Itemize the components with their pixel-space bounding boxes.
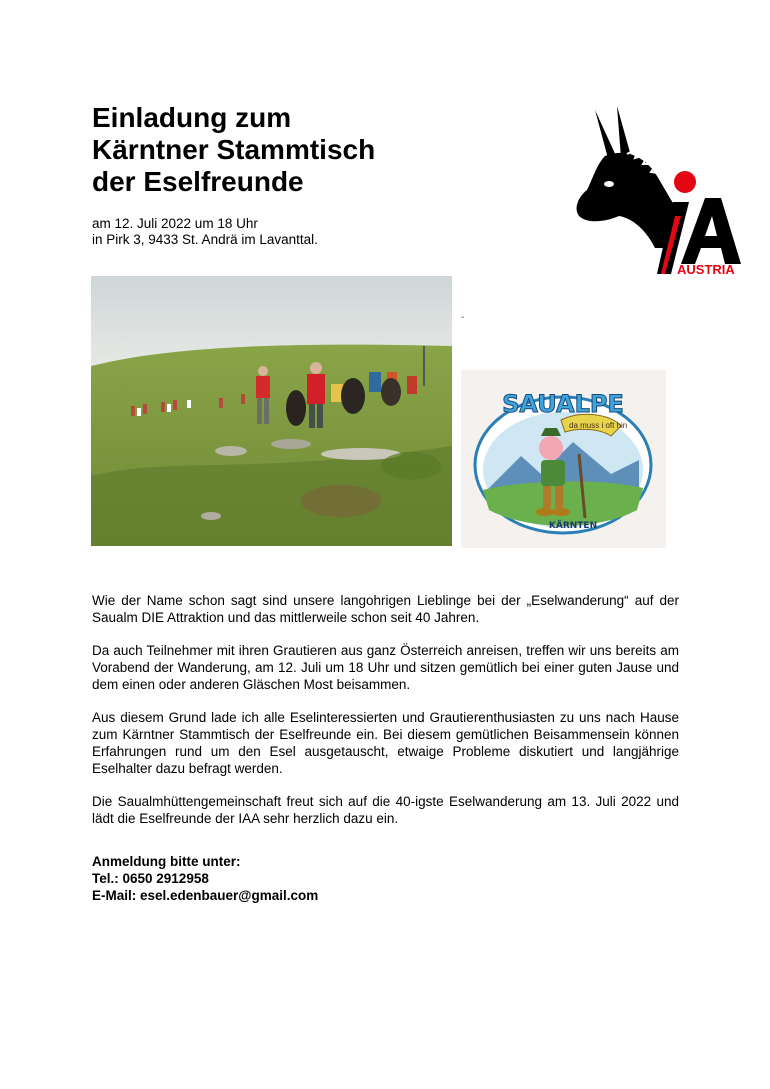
paragraph-1: Wie der Name schon sagt sind unsere langohrigen Lieblinge bei der „Eselwanderung“ auf der Saualm DIE Attraktion und das mittlerweile schon seit 40 Jahren. — [92, 593, 679, 625]
sticker-banner-text: da muss i oft hin — [569, 421, 628, 430]
page-title — [92, 102, 512, 198]
contact-email[interactable]: E-Mail: esel.edenbauer@gmail.com — [92, 888, 319, 903]
paragraph-4: Die Saualmhüttengemeinschaft freut sich auf die 40-igste Eselwanderung am 13. Juli 2022 und lädt die Eselfreunde der IAA sehr herzlich dazu ein. — [92, 794, 679, 826]
contact-heading: Anmeldung bitte unter: — [92, 854, 241, 869]
title-line-1: Einladung zum — [92, 102, 292, 133]
saualpe-sticker — [461, 370, 666, 548]
contact-phone: Tel.: 0650 2912958 — [92, 871, 209, 886]
event-date: am 12. Juli 2022 um 18 Uhr — [92, 216, 258, 231]
iaa-austria-logo — [565, 98, 745, 288]
logo-brand-text: AUSTRIA — [677, 262, 735, 277]
paragraph-3: Aus diesem Grund lade ich alle Eselinteressierten und Grautierenthusiasten zu uns nach Hause zum Kärntner Stammtisch der Eselfreunde ein. Bei diesem gemütlichen Beisammensein können Erfahrungen rund um den Esel ausgetauscht, etwaige Probleme diskutiert und langjährige Eselhalter dazu befragt werden. — [92, 710, 679, 776]
red-dot — [674, 171, 696, 193]
hiking-photo — [91, 276, 452, 546]
sticker-bottom-text: KÄRNTEN — [548, 521, 598, 531]
event-location: in Pirk 3, 9433 St. Andrä im Lavanttal. — [92, 232, 318, 247]
contact-block — [92, 853, 318, 904]
title-line-3: der Eselfreunde — [92, 166, 304, 197]
separator-mark: - — [461, 312, 465, 323]
event-details — [92, 216, 318, 248]
donkey-head-icon — [577, 106, 677, 248]
title-line-2: Kärntner Stammtisch — [92, 134, 376, 165]
invitation-body — [92, 592, 679, 843]
sticker-top-text: SAUALPE — [502, 390, 624, 418]
paragraph-2: Da auch Teilnehmer mit ihren Grautieren aus ganz Österreich anreisen, treffen wir uns bereits am Vorabend der Wanderung, am 12. Juli um 18 Uhr und sitzen gemütlich bei einer guten Jause und dem einen oder anderen Gläschen Most beisammen. — [92, 643, 679, 692]
